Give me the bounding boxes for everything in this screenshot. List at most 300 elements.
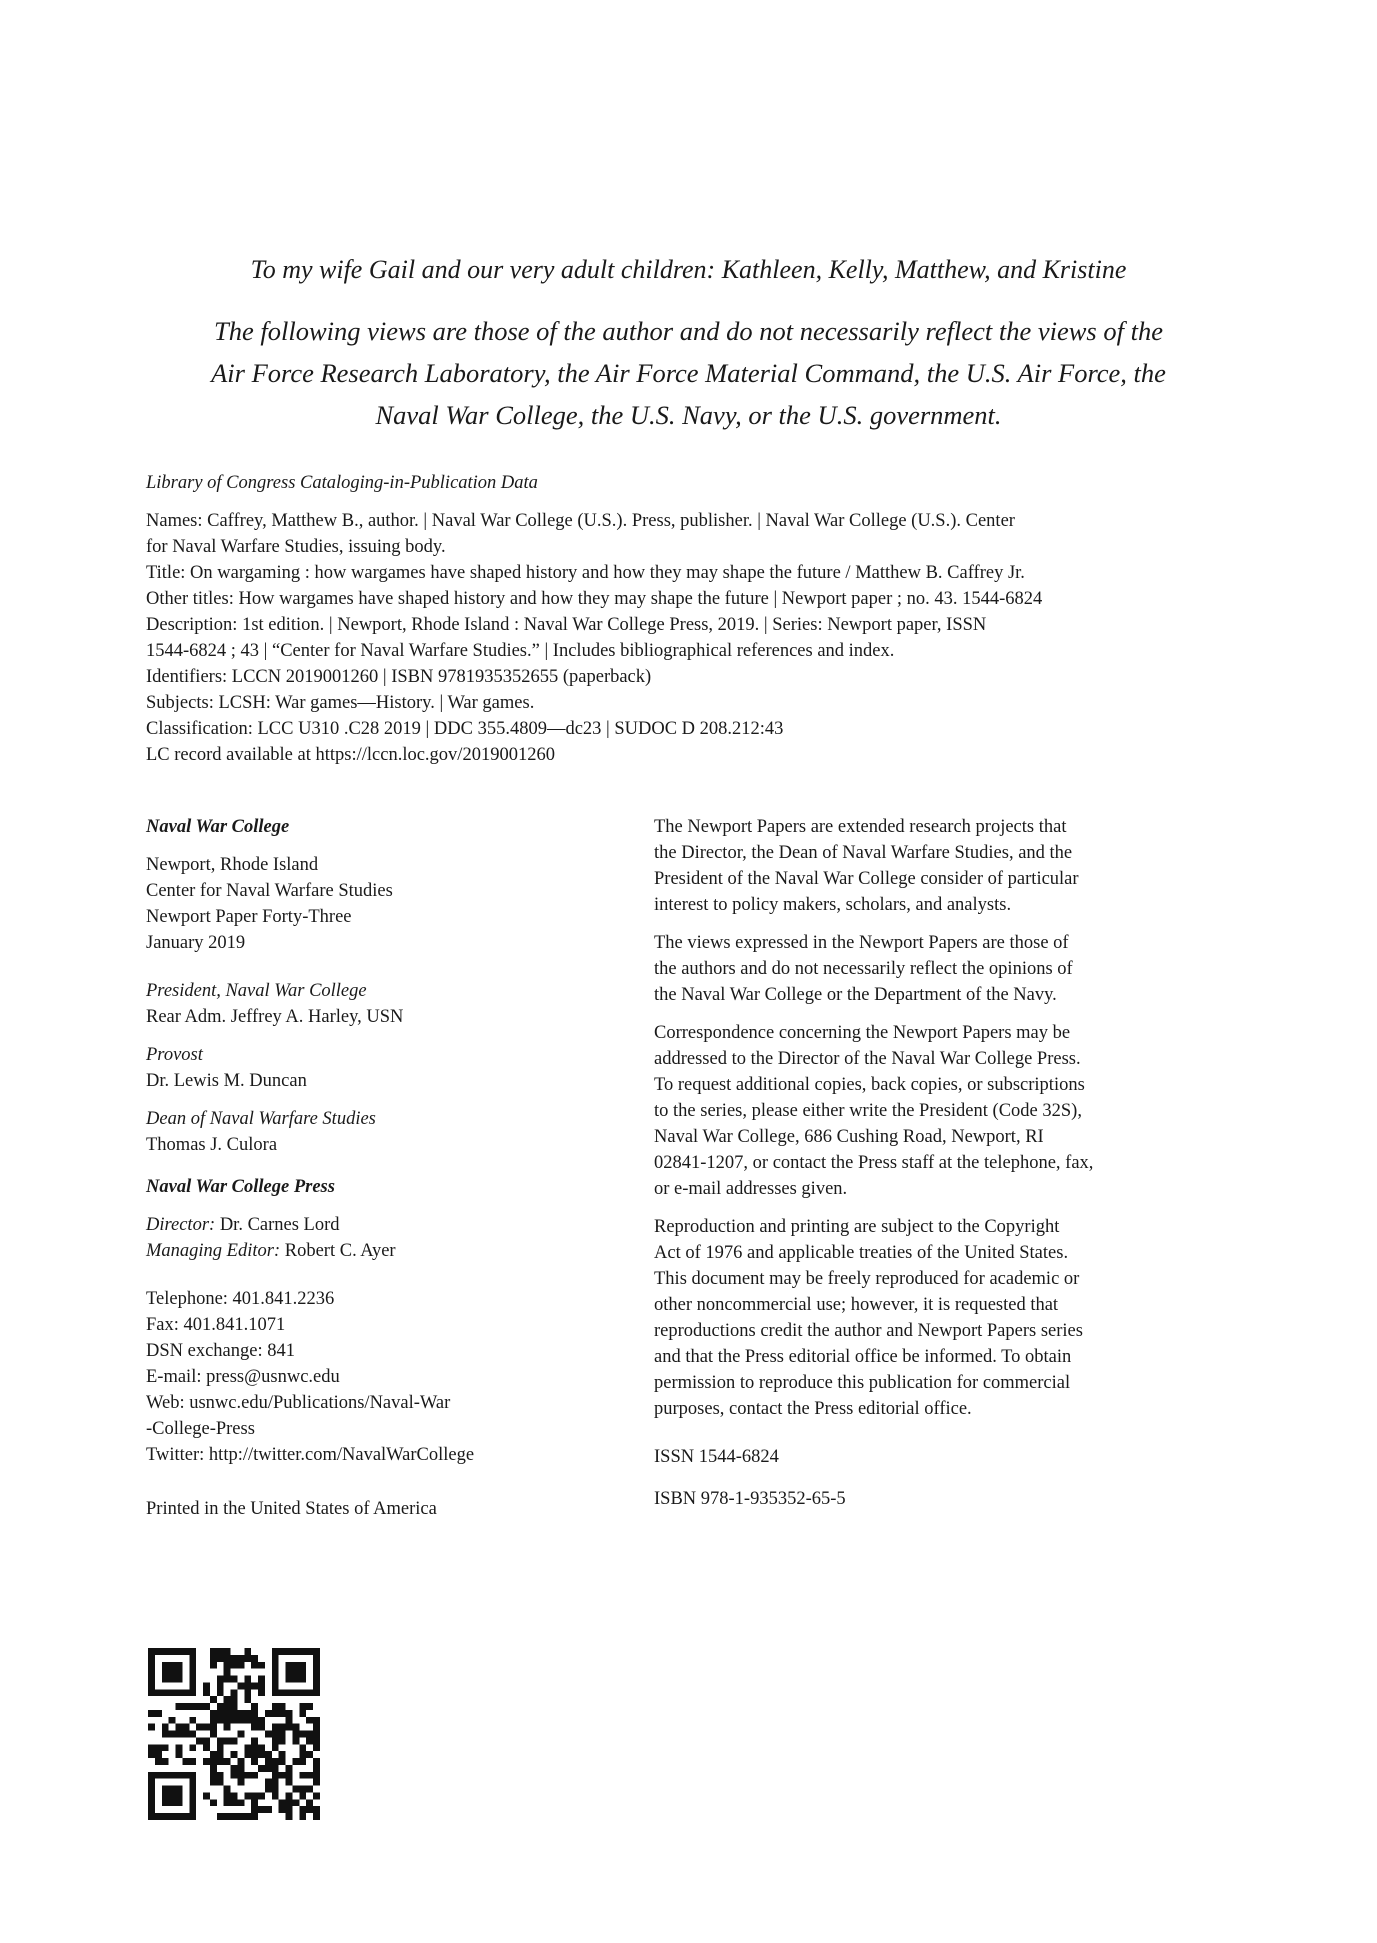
qr-module (251, 1717, 258, 1724)
disclaimer-line: Air Force Research Laboratory, the Air Force Material Command, the U.S. Air Force, the (211, 358, 1166, 388)
qr-module (313, 1813, 320, 1820)
qr-module (231, 1737, 238, 1744)
para-line: addressed to the Director of the Naval War College Press. (654, 1049, 1081, 1069)
qr-module (217, 1682, 224, 1689)
qr-module (231, 1799, 238, 1806)
qr-module (286, 1765, 293, 1772)
cip-classification (146, 716, 1256, 742)
qr-module (182, 1758, 189, 1765)
para-line: and that the Press editorial office be informed. To obtain (654, 1347, 1072, 1367)
qr-module (155, 1689, 162, 1696)
qr-module (237, 1655, 244, 1662)
qr-module (176, 1751, 183, 1758)
qr-module (155, 1648, 162, 1655)
qr-module (244, 1676, 251, 1683)
qr-module (196, 1724, 203, 1731)
qr-module (217, 1655, 224, 1662)
qr-module (313, 1806, 320, 1813)
qr-module (265, 1751, 272, 1758)
president-name: Rear Adm. Jeffrey A. Harley, USN (146, 1007, 404, 1027)
qr-module (272, 1689, 279, 1696)
qr-module (286, 1662, 293, 1669)
qr-module (237, 1765, 244, 1772)
qr-module (148, 1648, 155, 1655)
qr-module (169, 1676, 176, 1683)
cip-line: Other titles: How wargames have shaped history and how they may shape the future | Newport paper ; no. 43. 1544-6824 (146, 589, 1043, 609)
about-paragraph (654, 814, 1194, 918)
para-line: To request additional copies, back copies, or subscriptions (654, 1075, 1085, 1095)
qr-module (265, 1765, 272, 1772)
press-heading: Naval War College Press (146, 1177, 335, 1197)
qr-module (217, 1744, 224, 1751)
qr-module (244, 1744, 251, 1751)
qr-module (189, 1786, 196, 1793)
qr-module (292, 1724, 299, 1731)
qr-module (258, 1724, 265, 1731)
qr-module (258, 1751, 265, 1758)
college-line: January 2019 (146, 933, 246, 953)
qr-module (162, 1731, 169, 1738)
qr-module (292, 1662, 299, 1669)
college-line: Center for Naval Warfare Studies (146, 881, 393, 901)
qr-module (292, 1758, 299, 1765)
para-line: the authors and do not necessarily reflect the opinions of (654, 959, 1073, 979)
twitter: Twitter: http://twitter.com/NavalWarCollege (146, 1445, 475, 1465)
qr-module (237, 1717, 244, 1724)
dean-name: Thomas J. Culora (146, 1135, 278, 1155)
qr-module (244, 1813, 251, 1820)
qr-module (299, 1806, 306, 1813)
cip-heading: Library of Congress Cataloging-in-Publication Data (146, 473, 538, 493)
qr-module (292, 1648, 299, 1655)
director-line (146, 1212, 606, 1238)
qr-module (224, 1696, 231, 1703)
qr-module (286, 1689, 293, 1696)
qr-module (279, 1689, 286, 1696)
qr-module (286, 1772, 293, 1779)
qr-module (217, 1779, 224, 1786)
cip-description (146, 612, 1256, 664)
qr-module (217, 1703, 224, 1710)
qr-module (189, 1703, 196, 1710)
qr-module (217, 1648, 224, 1655)
qr-module (148, 1710, 155, 1717)
qr-module (272, 1765, 279, 1772)
qr-module (237, 1731, 244, 1738)
qr-module (272, 1682, 279, 1689)
reproduction-paragraph (654, 1214, 1194, 1422)
qr-module (265, 1710, 272, 1717)
qr-module (169, 1772, 176, 1779)
qr-module (176, 1648, 183, 1655)
qr-module (286, 1669, 293, 1676)
qr-module (279, 1751, 286, 1758)
qr-module (272, 1772, 279, 1779)
qr-module (176, 1676, 183, 1683)
college-heading: Naval War College (146, 817, 290, 837)
qr-module (258, 1676, 265, 1683)
newport-papers-column (654, 814, 1194, 1512)
qr-module (162, 1772, 169, 1779)
qr-module (237, 1779, 244, 1786)
qr-module (176, 1669, 183, 1676)
cip-line: for Naval Warfare Studies, issuing body. (146, 537, 446, 557)
qr-module (272, 1655, 279, 1662)
para-line: 02841-1207, or contact the Press staff at the telephone, fax, (654, 1153, 1094, 1173)
qr-module (237, 1813, 244, 1820)
cip-line: Description: 1st edition. | Newport, Rhode Island : Naval War College Press, 2019. | Series: Newport paper, ISSN (146, 615, 987, 635)
qr-module (224, 1786, 231, 1793)
qr-module (251, 1703, 258, 1710)
qr-module (306, 1717, 313, 1724)
qr-module (244, 1710, 251, 1717)
qr-module (299, 1689, 306, 1696)
qr-module (306, 1648, 313, 1655)
correspondence-paragraph (654, 1020, 1194, 1202)
cip-line: Names: Caffrey, Matthew B., author. | Naval War College (U.S.). Press, publisher. | Naval War College (U.S.). Center (146, 511, 1015, 531)
qr-module (313, 1648, 320, 1655)
qr-module (272, 1648, 279, 1655)
qr-module (155, 1751, 162, 1758)
qr-module (176, 1703, 183, 1710)
qr-module (272, 1710, 279, 1717)
qr-module (224, 1710, 231, 1717)
qr-module (286, 1710, 293, 1717)
qr-module (292, 1731, 299, 1738)
qr-module (313, 1744, 320, 1751)
qr-module (162, 1758, 169, 1765)
dsn-exchange: DSN exchange: 841 (146, 1341, 295, 1361)
qr-module (217, 1676, 224, 1683)
dedication: To my wife Gail and our very adult children: Kathleen, Kelly, Matthew, and Kristine (250, 255, 1127, 284)
qr-module (210, 1724, 217, 1731)
qr-module (299, 1813, 306, 1820)
qr-module (231, 1772, 238, 1779)
qr-module (162, 1799, 169, 1806)
qr-module (224, 1662, 231, 1669)
qr-module (210, 1731, 217, 1738)
qr-module (313, 1689, 320, 1696)
qr-module (272, 1731, 279, 1738)
qr-module (313, 1682, 320, 1689)
provost-name: Dr. Lewis M. Duncan (146, 1071, 307, 1091)
qr-module (155, 1710, 162, 1717)
qr-module (251, 1772, 258, 1779)
qr-module (189, 1744, 196, 1751)
qr-module (313, 1792, 320, 1799)
qr-module (210, 1799, 217, 1806)
qr-module (189, 1806, 196, 1813)
qr-module (231, 1662, 238, 1669)
para-line: the Director, the Dean of Naval Warfare Studies, and the (654, 843, 1073, 863)
qr-module (231, 1703, 238, 1710)
qr-module (313, 1655, 320, 1662)
qr-module (258, 1806, 265, 1813)
cip-other-titles (146, 586, 1256, 612)
qr-module (169, 1786, 176, 1793)
qr-module (189, 1779, 196, 1786)
qr-module (176, 1731, 183, 1738)
qr-module (244, 1682, 251, 1689)
qr-module (231, 1765, 238, 1772)
qr-module (251, 1744, 258, 1751)
qr-module (189, 1772, 196, 1779)
qr-module (224, 1799, 231, 1806)
qr-module (189, 1799, 196, 1806)
qr-module (237, 1758, 244, 1765)
qr-module (251, 1710, 258, 1717)
provost-title: Provost (146, 1045, 203, 1065)
qr-module (189, 1717, 196, 1724)
dean-title: Dean of Naval Warfare Studies (146, 1109, 376, 1129)
qr-module (224, 1703, 231, 1710)
qr-module (203, 1758, 210, 1765)
qr-module (231, 1710, 238, 1717)
qr-module (279, 1806, 286, 1813)
qr-module (217, 1813, 224, 1820)
qr-module (155, 1772, 162, 1779)
qr-module (292, 1676, 299, 1683)
para-line: The views expressed in the Newport Papers are those of (654, 933, 1069, 953)
cip-subjects (146, 690, 1256, 716)
qr-module (299, 1710, 306, 1717)
web-url: Web: usnwc.edu/Publications/Naval-War (146, 1393, 451, 1413)
qr-module (306, 1703, 313, 1710)
qr-module (313, 1731, 320, 1738)
qr-module (148, 1772, 155, 1779)
qr-module (279, 1772, 286, 1779)
para-line: The Newport Papers are extended research projects that (654, 817, 1067, 837)
qr-module (299, 1676, 306, 1683)
qr-module (258, 1765, 265, 1772)
qr-module (169, 1648, 176, 1655)
qr-module (286, 1799, 293, 1806)
director-label: Director: (146, 1215, 216, 1235)
cip-line: 1544-6824 ; 43 | “Center for Naval Warfare Studies.” | Includes bibliographical references and index. (146, 641, 895, 661)
qr-module (203, 1689, 210, 1696)
qr-module (251, 1799, 258, 1806)
cip-line: Title: On wargaming : how wargames have shaped history and how they may shape the future / Matthew B. Caffrey Jr. (146, 563, 1025, 583)
qr-module (210, 1710, 217, 1717)
qr-module (210, 1751, 217, 1758)
qr-module (148, 1724, 155, 1731)
qr-module (286, 1676, 293, 1683)
qr-module (169, 1717, 176, 1724)
qr-module (224, 1669, 231, 1676)
qr-module (292, 1669, 299, 1676)
qr-module (189, 1676, 196, 1683)
qr-module (189, 1669, 196, 1676)
issn: ISSN 1544-6824 (654, 1447, 779, 1467)
editor-line (146, 1238, 606, 1264)
qr-module (217, 1710, 224, 1717)
qr-module (182, 1731, 189, 1738)
qr-module (224, 1676, 231, 1683)
qr-module (182, 1813, 189, 1820)
qr-module (272, 1737, 279, 1744)
qr-module (251, 1751, 258, 1758)
qr-module (244, 1696, 251, 1703)
qr-module (148, 1744, 155, 1751)
cip-line: LC record available at https://lccn.loc.gov/2019001260 (146, 745, 555, 765)
qr-module (286, 1813, 293, 1820)
qr-module (265, 1786, 272, 1793)
qr-module (251, 1682, 258, 1689)
qr-module (203, 1792, 210, 1799)
qr-module (210, 1779, 217, 1786)
qr-module (148, 1799, 155, 1806)
qr-module (237, 1710, 244, 1717)
qr-module (224, 1655, 231, 1662)
qr-module (189, 1758, 196, 1765)
qr-module (306, 1772, 313, 1779)
cip-line: Identifiers: LCCN 2019001260 | ISBN 9781935352655 (paperback) (146, 667, 652, 687)
qr-module (251, 1813, 258, 1820)
cip-names (146, 508, 1256, 560)
qr-module (189, 1662, 196, 1669)
qr-module (155, 1813, 162, 1820)
qr-module (217, 1689, 224, 1696)
qr-module (313, 1669, 320, 1676)
qr-module (148, 1676, 155, 1683)
qr-module (286, 1806, 293, 1813)
qr-module (210, 1717, 217, 1724)
para-line: the Naval War College or the Department of the Navy. (654, 985, 1057, 1005)
qr-module (279, 1703, 286, 1710)
qr-module (217, 1772, 224, 1779)
qr-module (182, 1772, 189, 1779)
qr-module (217, 1758, 224, 1765)
qr-module (176, 1744, 183, 1751)
qr-module (237, 1682, 244, 1689)
qr-module (237, 1662, 244, 1669)
qr-module (148, 1792, 155, 1799)
qr-module (272, 1662, 279, 1669)
para-line: Naval War College, 686 Cushing Road, Newport, RI (654, 1127, 1044, 1147)
qr-module (148, 1779, 155, 1786)
qr-module (203, 1682, 210, 1689)
qr-module (313, 1779, 320, 1786)
qr-module (231, 1717, 238, 1724)
qr-module (292, 1786, 299, 1793)
para-line: Correspondence concerning the Newport Papers may be (654, 1023, 1071, 1043)
qr-module (292, 1689, 299, 1696)
qr-module (148, 1813, 155, 1820)
qr-module (286, 1779, 293, 1786)
qr-module (162, 1786, 169, 1793)
qr-module (299, 1792, 306, 1799)
qr-module (182, 1689, 189, 1696)
qr-module (306, 1806, 313, 1813)
qr-module (224, 1648, 231, 1655)
qr-module (299, 1669, 306, 1676)
fax: Fax: 401.841.1071 (146, 1315, 286, 1335)
qr-module (299, 1703, 306, 1710)
qr-module (299, 1772, 306, 1779)
qr-module (272, 1676, 279, 1683)
qr-module (286, 1648, 293, 1655)
qr-module (189, 1731, 196, 1738)
qr-module (272, 1724, 279, 1731)
qr-module (244, 1689, 251, 1696)
qr-module (169, 1792, 176, 1799)
qr-module (169, 1799, 176, 1806)
para-line: This document may be freely reproduced for academic or (654, 1269, 1080, 1289)
qr-module (148, 1786, 155, 1793)
college-line: Newport Paper Forty-Three (146, 907, 352, 927)
qr-module (251, 1792, 258, 1799)
qr-module (299, 1758, 306, 1765)
qr-module (251, 1758, 258, 1765)
qr-module (251, 1806, 258, 1813)
qr-module (189, 1792, 196, 1799)
qr-module (224, 1792, 231, 1799)
qr-module (231, 1813, 238, 1820)
qr-module (258, 1744, 265, 1751)
qr-module (176, 1662, 183, 1669)
publisher-info-column (146, 814, 606, 1522)
qr-module (224, 1717, 231, 1724)
qr-module (148, 1669, 155, 1676)
qr-module (251, 1724, 258, 1731)
web-url-continued: -College-Press (146, 1419, 255, 1439)
qr-module (306, 1737, 313, 1744)
cip-title (146, 560, 1256, 586)
qr-module (313, 1724, 320, 1731)
qr-module (231, 1676, 238, 1683)
qr-module (210, 1655, 217, 1662)
printed-in: Printed in the United States of America (146, 1499, 437, 1519)
qr-module (189, 1689, 196, 1696)
qr-module (182, 1724, 189, 1731)
qr-module (176, 1799, 183, 1806)
disclaimer-line: Naval War College, the U.S. Navy, or the U.S. government. (375, 400, 1002, 430)
telephone: Telephone: 401.841.2236 (146, 1289, 335, 1309)
qr-module (203, 1724, 210, 1731)
qr-module (231, 1751, 238, 1758)
college-line: Newport, Rhode Island (146, 855, 319, 875)
para-line: permission to reproduce this publication for commercial (654, 1373, 1071, 1393)
qr-module (244, 1655, 251, 1662)
qr-module (231, 1792, 238, 1799)
qr-module (237, 1772, 244, 1779)
qr-module (299, 1744, 306, 1751)
qr-module (279, 1710, 286, 1717)
disclaimer (140, 310, 1237, 436)
director-name: Dr. Carnes Lord (215, 1215, 340, 1235)
qr-module (155, 1744, 162, 1751)
qr-module (176, 1792, 183, 1799)
para-line: Act of 1976 and applicable treaties of the United States. (654, 1243, 1069, 1263)
qr-module (217, 1751, 224, 1758)
qr-module (272, 1703, 279, 1710)
qr-module (182, 1703, 189, 1710)
cataloging-in-publication (146, 470, 1256, 768)
qr-module (299, 1786, 306, 1793)
qr-module (258, 1717, 265, 1724)
cip-lc-record (146, 742, 1256, 768)
qr-module (306, 1786, 313, 1793)
qr-module (169, 1731, 176, 1738)
qr-module (299, 1648, 306, 1655)
para-line: to the series, please either write the President (Code 32S), (654, 1101, 1082, 1121)
cip-identifiers (146, 664, 1256, 690)
qr-module (306, 1731, 313, 1738)
qr-module (169, 1689, 176, 1696)
qr-module (224, 1813, 231, 1820)
qr-module (217, 1737, 224, 1744)
qr-module (272, 1779, 279, 1786)
